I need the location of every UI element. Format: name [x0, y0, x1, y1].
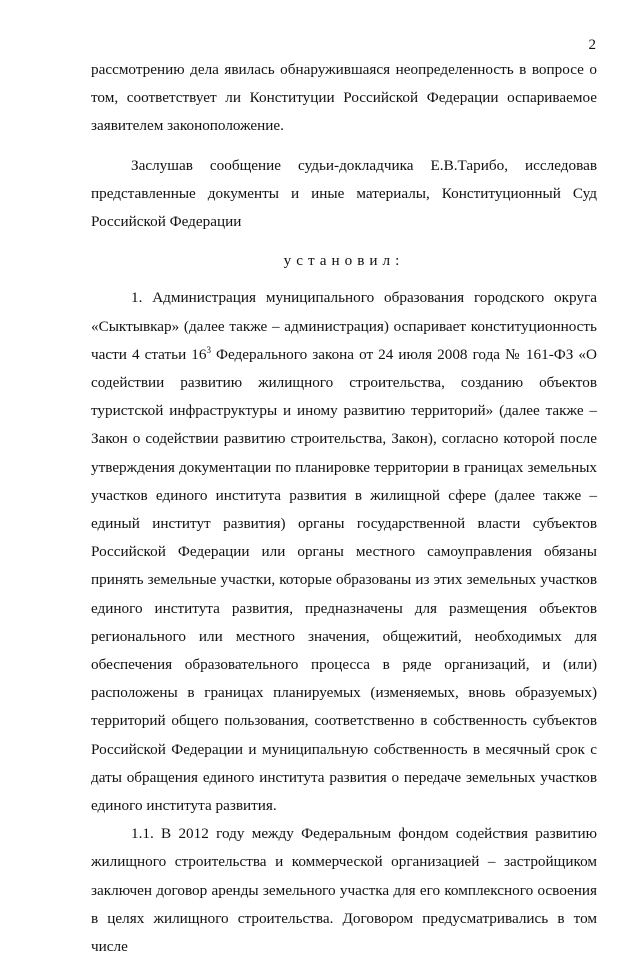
paragraph-1-text-rest: Федерального закона от 24 июля 2008 года № 161-ФЗ «О содействии развитию жилищного строительства, созданию объектов туристской инфраструктуры и иному развитию территорий» (далее также – Закон о содействии развитию строительства, Закон), согласно которой после утверждения документации по планировке территории в границах земельных участков единого института развития в жилищной сфере (далее также – единый институт развития) органы государственной власти субъектов Российской Федерации или органы местного самоуправления обязаны принять земельные участки, которые образованы из этих земельных участков единого института развития, предназначены для размещения объектов регионального или местного значения, общежитий, необходимых для обеспечения образовательного процесса в ряде организаций, и (или) расположены в границах планируемых (изменяемых, вновь образуемых) территорий общего пользования, соответственно в собственность субъектов Российской Федерации и муниципальную собственность в месячный срок с даты обращения единого института развития о передаче земельных участков единого института развития. — [91, 345, 597, 815]
page-number: 2 — [588, 37, 596, 53]
paragraph-1 — [91, 284, 597, 820]
paragraph-1-1: 1.1. В 2012 году между Федеральным фондом содействия развитию жилищного строительства и коммерческой организацией – застройщиком заключен договор аренды земельного участка для его комплексного освоения в целях жилищного строительства. Договором предусматривались в том числе — [91, 825, 597, 956]
article-superscript: 3 — [206, 344, 211, 355]
paragraph-1-text-start: 1. Администрация муниципального образования городского округа «Сыктывкар» (далее также – администрация) оспаривает конституционность части 4 статьи 16 — [91, 289, 597, 363]
paragraph-hearing: Заслушав сообщение судьи-докладчика Е.В.Тарибо, исследовав представленные документы и иные материалы, Конституционный Суд Российской Федерации — [91, 156, 597, 231]
section-heading-established: установил: — [283, 252, 405, 270]
paragraph-continuation: рассмотрению дела явилась обнаружившаяся неопределенность в вопросе о том, соответствует ли Конституции Российской Федерации оспариваемое заявителем законоположение. — [91, 61, 597, 135]
document-body — [91, 56, 597, 961]
